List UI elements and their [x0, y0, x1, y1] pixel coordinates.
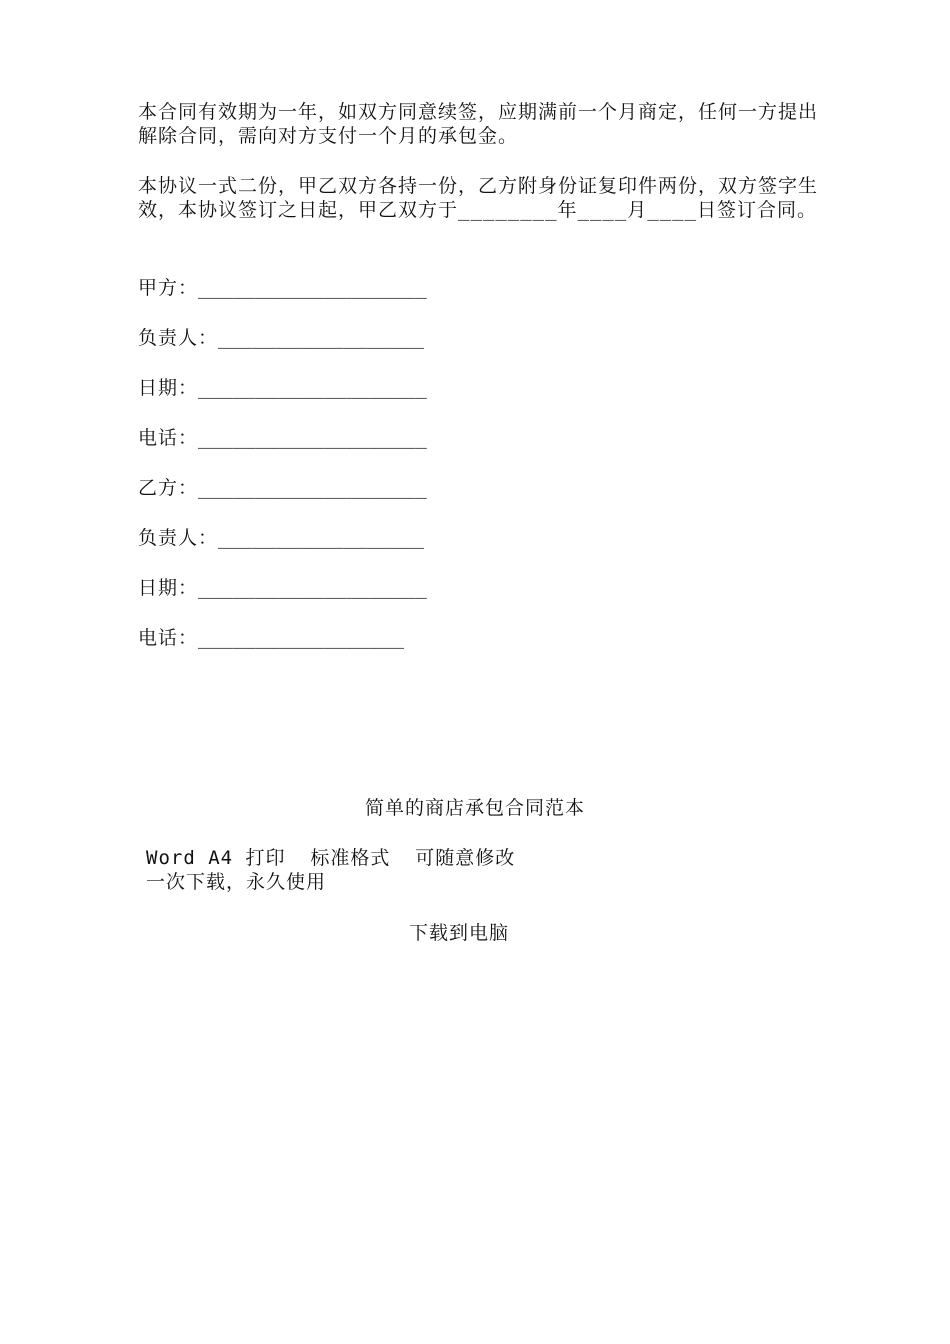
signature-blank: __________________ [218, 527, 424, 549]
signature-label: 负责人： [138, 327, 219, 349]
promo-block [146, 846, 515, 894]
signature-label: 电话： [138, 427, 199, 449]
signature-blank: ____________________ [198, 577, 427, 599]
party-a-line [138, 276, 427, 300]
download-link[interactable]: 下载到电脑 [408, 922, 509, 944]
party-b-line [138, 476, 427, 500]
document-title: 简单的商店承包合同范本 [364, 797, 585, 819]
party-a-phone-line [138, 426, 427, 450]
signature-blank: ____________________ [198, 427, 427, 449]
contract-term-paragraph: 本合同有效期为一年，如双方同意续签，应期满前一个月商定，任何一方提出解除合同，需向对方支付一个月的承包金。 [138, 101, 819, 147]
signature-blank: __________________ [218, 327, 424, 349]
signature-label: 负责人： [138, 527, 219, 549]
signature-label: 甲方： [138, 277, 199, 299]
signature-label: 日期： [138, 577, 199, 599]
signature-blank: ____________________ [198, 377, 427, 399]
party-a-manager-line [138, 326, 424, 350]
promo-line: Word A4 打印 标准格式 可随意修改 [146, 847, 516, 869]
signature-blank: __________________ [198, 627, 404, 649]
party-a-date-line [138, 376, 427, 400]
agreement-copies-paragraph: 本协议一式二份，甲乙双方各持一份，乙方附身份证复印件两份，双方签字生效，本协议签订之日起，甲乙双方于________年____月____日签订合同。 [138, 175, 819, 221]
promo-line: 一次下载，永久使用 [146, 871, 327, 893]
signature-blank: ____________________ [198, 277, 427, 299]
signature-label: 日期： [138, 377, 199, 399]
signature-label: 电话： [138, 627, 199, 649]
signature-blank: ____________________ [198, 477, 427, 499]
signature-label: 乙方： [138, 477, 199, 499]
party-b-phone-line [138, 626, 404, 650]
party-b-manager-line [138, 526, 424, 550]
party-b-date-line [138, 576, 427, 600]
